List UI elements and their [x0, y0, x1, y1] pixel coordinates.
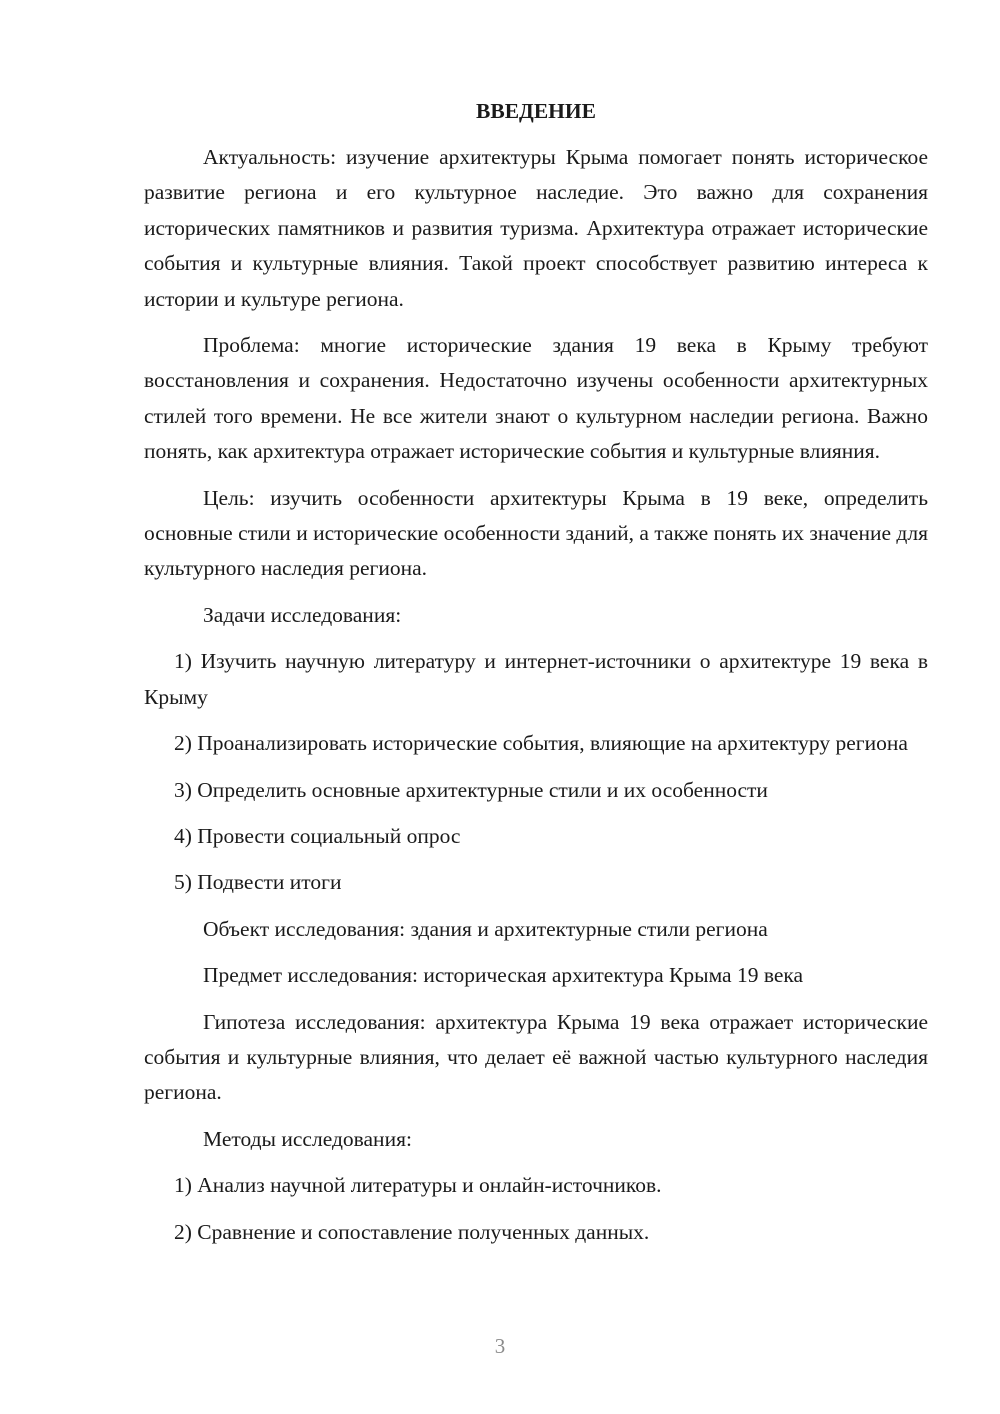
document-page — [144, 94, 928, 1250]
section-title: ВВЕДЕНИЕ — [476, 99, 596, 123]
method-item-1: 1) Анализ научной литературы и онлайн-источников. — [174, 1173, 662, 1198]
page-number: 3 — [494, 1334, 506, 1358]
task-item-2: 2) Проанализировать исторические события, влияющие на архитектуру региона — [174, 731, 908, 756]
goal-paragraph: Цель: изучить особенности архитектуры Крыма в 19 веке, определить основные стили и исторические особенности зданий, а также понять их значение для культурного наследия региона. — [144, 485, 928, 581]
object-paragraph: Объект исследования: здания и архитектурные стили региона — [203, 916, 768, 941]
task-item-4: 4) Провести социальный опрос — [174, 823, 461, 848]
tasks-heading: Задачи исследования: — [203, 602, 402, 627]
relevance-paragraph: Актуальность: изучение архитектуры Крыма помогает понять историческое развитие региона и его культурное наследие. Это важно для сохранения исторических памятников и развития туризма. Архитектура отражает исторические события и культурные влияния. Такой проект способствует развитию интереса к истории и культуре региона. — [144, 145, 928, 311]
method-item-2: 2) Сравнение и сопоставление полученных данных. — [174, 1219, 650, 1244]
task-item-5: 5) Подвести итоги — [174, 870, 342, 895]
hypothesis-paragraph: Гипотеза исследования: архитектура Крыма 19 века отражает исторические события и культурные влияния, что делает её важной частью культурного наследия региона. — [144, 1009, 928, 1105]
task-item-1: 1) Изучить научную литературу и интернет-источники о архитектуре 19 века в Крыму — [144, 649, 928, 709]
methods-heading: Методы исследования: — [203, 1126, 412, 1151]
problem-paragraph: Проблема: многие исторические здания 19 века в Крыму требуют восстановления и сохранения. Недостаточно изучены особенности архитектурных стилей того времени. Не все жители знают о культурном наследии региона. Важно понять, как архитектура отражает исторические события и культурные влияния. — [144, 333, 928, 464]
subject-paragraph: Предмет исследования: историческая архитектура Крыма 19 века — [203, 963, 804, 988]
task-item-3: 3) Определить основные архитектурные стили и их особенности — [174, 777, 768, 802]
